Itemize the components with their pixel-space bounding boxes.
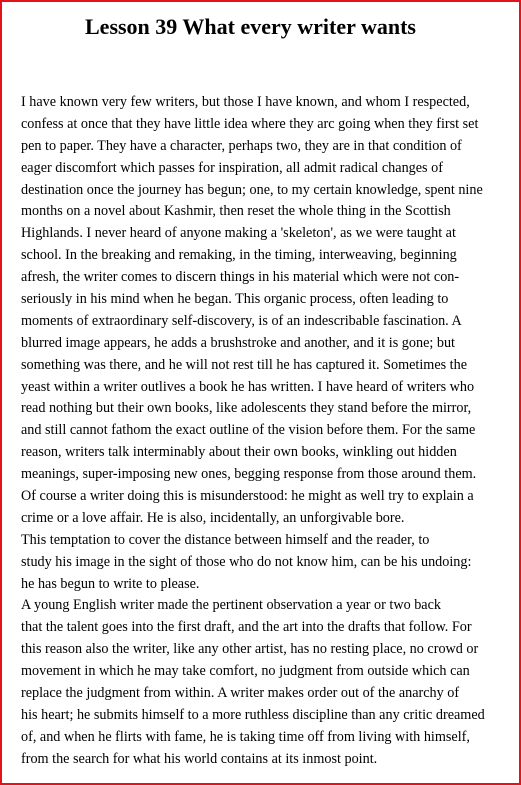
text-line: something was there, and he will not rest till he has captured it. Sometimes the <box>21 356 468 373</box>
text-line: crime or a love affair. He is also, incidentally, an unforgivable bore. <box>21 509 405 526</box>
text-line: meanings, super-imposing new ones, begging response from those around them. <box>21 466 477 483</box>
text-line: confess at once that they have little idea where they arc going when they first set <box>21 115 479 132</box>
text-line: A young English writer made the pertinent observation a year or two back <box>21 597 441 614</box>
text-line: yeast within a writer outlives a book he has written. I have heard of writers who <box>21 378 475 395</box>
text-line: reason, writers talk interminably about their own books, winkling out hidden <box>21 444 457 461</box>
text-line: eager discomfort which passes for inspiration, all admit radical changes of <box>21 159 443 176</box>
text-line: afresh, the writer comes to discern things in his material which were not con- <box>21 269 460 286</box>
text-line: This temptation to cover the distance between himself and the reader, to <box>21 531 430 548</box>
text-line: read nothing but their own books, like adolescents they stand before the mirror, <box>21 400 472 417</box>
text-line: seriously in his mind when he began. This organic process, often leading to <box>21 291 449 308</box>
lesson-body-text <box>21 92 511 771</box>
text-line: and still cannot fathom the exact outline of the vision before them. For the same <box>21 422 476 439</box>
text-line: pen to paper. They have a character, perhaps two, they are in that condition of <box>21 137 462 154</box>
text-line: study his image in the sight of those who do not know him, can be his undoing: <box>21 553 472 570</box>
text-line: blurred image appears, he adds a brushstroke and another, and it is gone; but <box>21 334 455 351</box>
page-title: Lesson 39 What every writer wants <box>85 14 416 39</box>
text-line: movement in which he may take comfort, no judgment from outside which can <box>21 663 470 680</box>
text-line: Of course a writer doing this is misunderstood: he might as well try to explain a <box>21 488 474 505</box>
text-line: that the talent goes into the first draft, and the art into the drafts that follow. For <box>21 619 472 636</box>
text-line: this reason also the writer, like any other artist, has no resting place, no crowd or <box>21 641 479 658</box>
text-line: destination once the journey has begun; one, to my certain knowledge, spent nine <box>21 181 483 198</box>
text-line: Highlands. I never heard of anyone making a 'skeleton', as we were taught at <box>21 225 456 242</box>
text-line: I have known very few writers, but those I have known, and whom I respected, <box>21 94 470 110</box>
text-line: moments of extraordinary self-discovery, is of an indescribable fascination. A <box>21 312 462 329</box>
text-line: months on a novel about Kashmir, then reset the whole thing in the Scottish <box>21 203 451 220</box>
text-line: his heart; he submits himself to a more ruthless discipline than any critic dreamed <box>21 706 485 723</box>
text-line: of, and when he flirts with fame, he is taking time off from living with himself, <box>21 728 470 745</box>
text-line: he has begun to write to please. <box>21 575 200 592</box>
text-line: replace the judgment from within. A writer makes order out of the anarchy of <box>21 685 460 702</box>
text-line: school. In the breaking and remaking, in the timing, interweaving, beginning <box>21 247 457 264</box>
text-line: from the search for what his world contains at its inmost point. <box>21 750 378 767</box>
